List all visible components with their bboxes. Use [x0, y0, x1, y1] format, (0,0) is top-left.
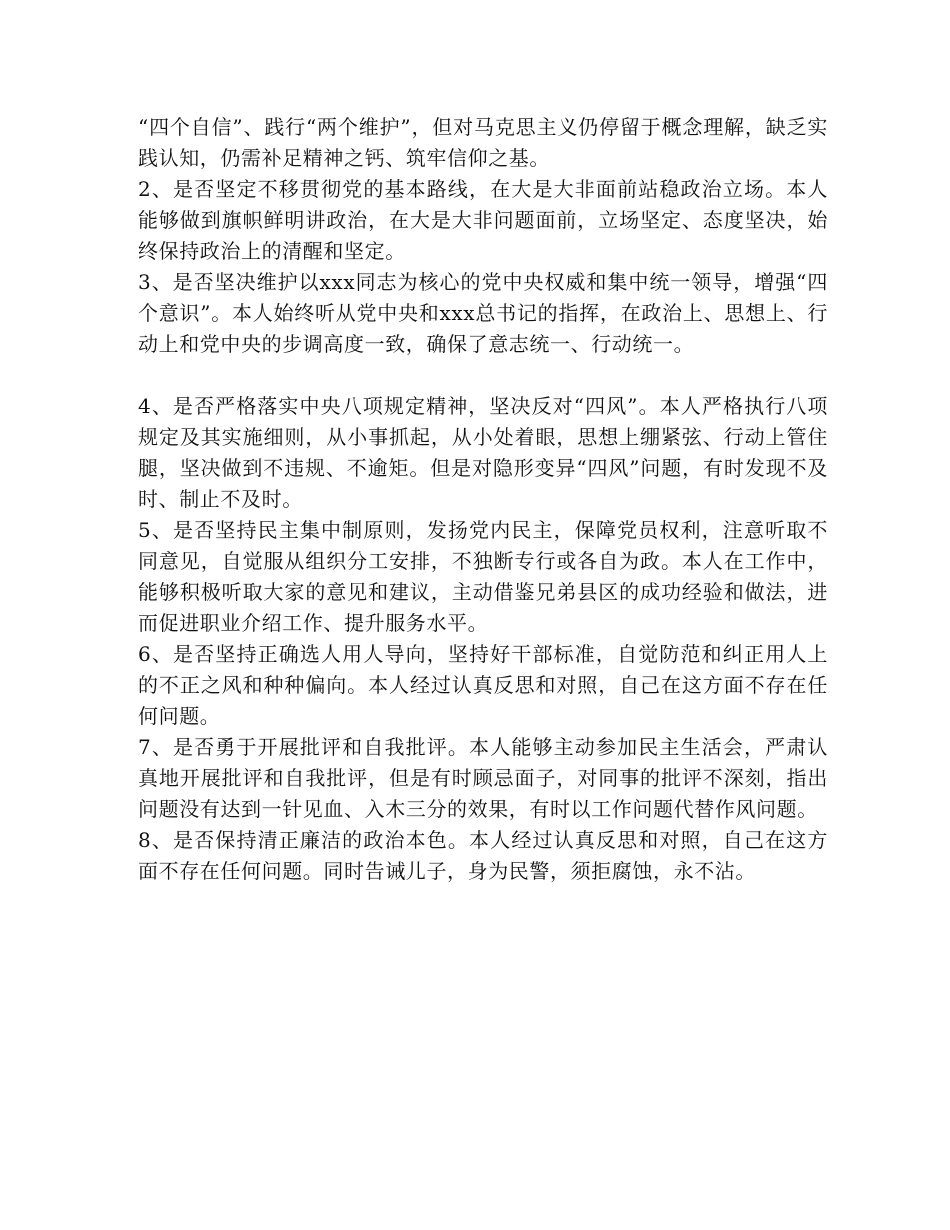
- paragraph-continuation: “四个自信”、践行“两个维护”，但对马克思主义仍停留于概念理解，缺乏实践认知，仍需补足精神之钙、筑牢信仰之基。: [138, 115, 828, 170]
- paragraph-item-3: 3、是否坚决维护以xxx同志为核心的党中央权威和集中统一领导，增强“四个意识”。本人始终听从党中央和xxx总书记的指挥，在政治上、思想上、行动上和党中央的步调高度一致，确保了意志统一、行动统一。: [138, 270, 828, 356]
- paragraph-item-4: 4、是否严格落实中央八项规定精神，坚决反对“四风”。本人严格执行八项规定及其实施细则，从小事抓起，从小处着眼，思想上绷紧弦、行动上管住腿，坚决做到不违规、不逾矩。但是对隐形变异“四风”问题，有时发现不及时、制止不及时。: [138, 394, 828, 511]
- paragraph-item-5: 5、是否坚持民主集中制原则，发扬党内民主，保障党员权利，注意听取不同意见，自觉服从组织分工安排，不独断专行或各自为政。本人在工作中，能够积极听取大家的意见和建议，主动借鉴兄弟县区的成功经验和做法，进而促进职业介绍工作、提升服务水平。: [138, 518, 828, 635]
- paragraph-item-6: 6、是否坚持正确选人用人导向，坚持好干部标准，自觉防范和纠正用人上的不正之风和种种偏向。本人经过认真反思和对照，自己在这方面不存在任何问题。: [138, 642, 828, 728]
- paragraph-item-7: 7、是否勇于开展批评和自我批评。本人能够主动参加民主生活会，严肃认真地开展批评和自我批评，但是有时顾忌面子，对同事的批评不深刻，指出问题没有达到一针见血、入木三分的效果，有时以工作问题代替作风问题。: [138, 735, 828, 821]
- paragraph-gap: [138, 360, 828, 391]
- paragraph-item-2: 2、是否坚定不移贯彻党的基本路线，在大是大非面前站稳政治立场。本人能够做到旗帜鲜明讲政治，在大是大非问题面前，立场坚定、态度坚决，始终保持政治上的清醒和坚定。: [138, 177, 828, 263]
- paragraph-item-8: 8、是否保持清正廉洁的政治本色。本人经过认真反思和对照，自己在这方面不存在任何问题。同时告诫儿子，身为民警，须拒腐蚀，永不沾。: [138, 828, 828, 883]
- document-body: [138, 112, 828, 887]
